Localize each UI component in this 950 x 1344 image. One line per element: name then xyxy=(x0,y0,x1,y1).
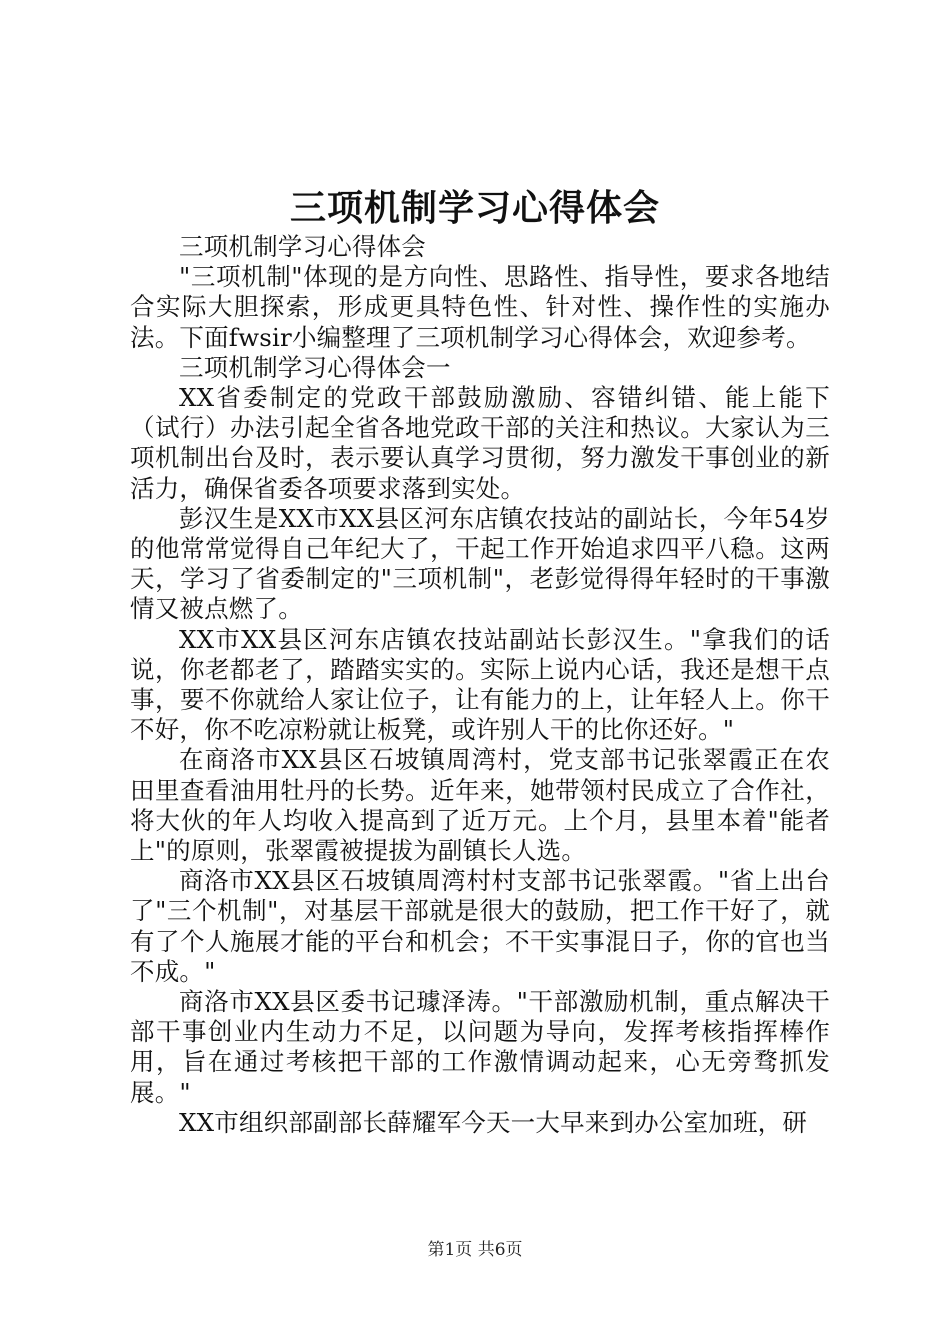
paragraph: "三项机制"体现的是方向性、思路性、指导性，要求各地结合实际大胆探索，形成更具特色性、针对性、操作性的实施办法。下面fwsir小编整理了三项机制学习心得体会，欢迎参考。 xyxy=(130,262,830,352)
document-body xyxy=(130,232,830,1138)
paragraph: 彭汉生是XX市XX县区河东店镇农技站的副站长，今年54岁的他常常觉得自己年纪大了，干起工作开始追求四平八稳。这两天，学习了省委制定的"三项机制"，老彭觉得得年轻时的干事激情又被点燃了。 xyxy=(130,503,830,624)
paragraph: XX省委制定的党政干部鼓励激励、容错纠错、能上能下（试行）办法引起全省各地党政干部的关注和热议。大家认为三项机制出台及时，表示要认真学习贯彻，努力激发干事创业的新活力，确保省委各项要求落到实处。 xyxy=(130,383,830,503)
page-footer: 第1页 共6页 xyxy=(427,1240,523,1260)
paragraph: 三项机制学习心得体会一 xyxy=(179,352,451,382)
paragraph: 在商洛市XX县区石坡镇周湾村，党支部书记张翠霞正在农田里查看油用牡丹的长势。近年来，她带领村民成立了合作社，将大伙的年人均收入提高到了近万元。上个月，县里本着"能者上"的原则，张翠霞被提拔为副镇长人选。 xyxy=(130,745,830,866)
paragraph: XX市组织部副部长薛耀军今天一大早来到办公室加班，研 xyxy=(179,1107,808,1137)
paragraph: 商洛市XX县区委书记璩泽涛。"干部激励机制，重点解决干部干事创业内生动力不足，以问题为导向，发挥考核指挥棒作用，旨在通过考核把干部的工作激情调动起来，心无旁骛抓发展。" xyxy=(130,987,830,1107)
document-title: 三项机制学习心得体会 xyxy=(289,187,660,229)
paragraph: 商洛市XX县区石坡镇周湾村村支部书记张翠霞。"省上出台了"三个机制"，对基层干部就是很大的鼓励，把工作干好了，就有了个人施展才能的平台和机会；不干实事混日子，你的官也当不成。" xyxy=(130,866,830,986)
paragraph: XX市XX县区河东店镇农技站副站长彭汉生。"拿我们的话说，你老都老了，踏踏实实的。实际上说内心话，我还是想干点事，要不你就给人家让位子，让有能力的上，让年轻人上。你干不好，你不吃凉粉就让板凳，或许别人干的比你还好。" xyxy=(130,624,830,745)
paragraph: 三项机制学习心得体会 xyxy=(179,232,426,261)
